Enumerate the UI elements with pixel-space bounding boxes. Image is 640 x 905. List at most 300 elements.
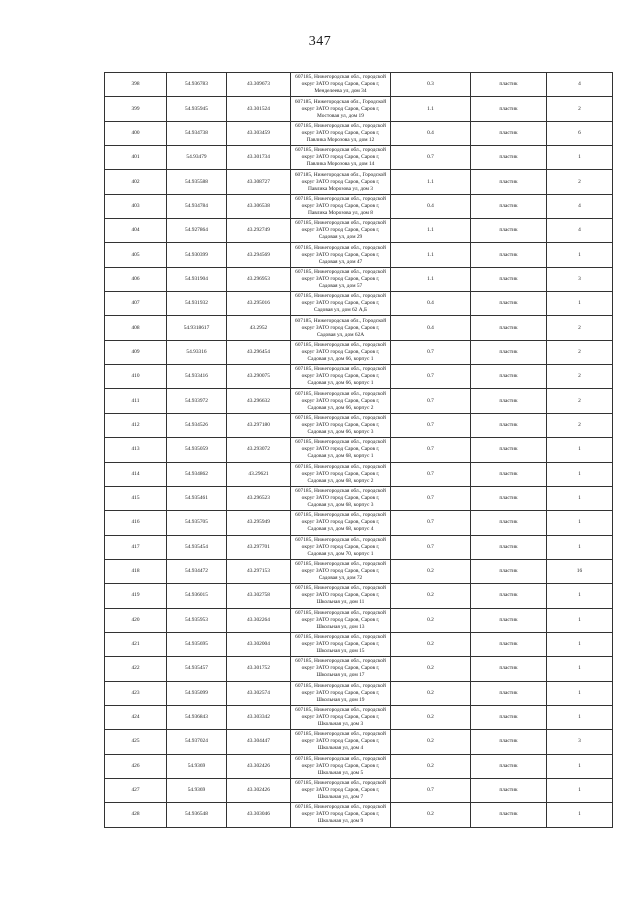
address-line: Школьная ул, дом 7 <box>317 794 364 801</box>
material-cell: пластик <box>471 146 547 170</box>
address-line: Садовая ул, дом 66, корпус 1 <box>307 355 374 362</box>
latitude-cell: 54.934784 <box>167 194 227 218</box>
address-cell <box>291 559 391 583</box>
address-line: округ ЗАТО город Саров, Саров г, <box>301 495 380 502</box>
row-number-cell: 403 <box>105 194 167 218</box>
address-line: округ ЗАТО город Саров, Саров г, <box>301 641 380 648</box>
container-count-cell: 3 <box>547 730 613 754</box>
latitude-cell: 54.935695 <box>167 632 227 656</box>
address-line: Садовая ул, дом 57 <box>318 282 363 289</box>
address-line: 607185, Нижегородская обл., городской <box>295 390 386 397</box>
address-cell <box>291 194 391 218</box>
address-cell <box>291 316 391 340</box>
address-cell <box>291 170 391 194</box>
area-cell: 0.7 <box>391 462 471 486</box>
latitude-cell: 54.9318617 <box>167 316 227 340</box>
container-count-cell: 2 <box>547 170 613 194</box>
address-line: 607185, Нижегородская обл., Городской <box>294 317 387 324</box>
area-cell: 0.2 <box>391 657 471 681</box>
latitude-cell: 54.934862 <box>167 462 227 486</box>
area-cell: 1.1 <box>391 219 471 243</box>
address-line: 607185, Нижегородская обл., Городской <box>294 98 387 105</box>
latitude-cell: 54.93316 <box>167 340 227 364</box>
table-row <box>105 292 613 316</box>
address-line: округ ЗАТО город Саров, Саров г, <box>301 519 380 526</box>
material-cell: пластик <box>471 340 547 364</box>
address-line: 607185, Нижегородская обл., городской <box>295 268 386 275</box>
row-number-cell: 421 <box>105 632 167 656</box>
address-cell <box>291 705 391 729</box>
address-cell <box>291 146 391 170</box>
container-count-cell: 2 <box>547 413 613 437</box>
latitude-cell: 54.935457 <box>167 657 227 681</box>
address-line: округ ЗАТО город Саров, Саров г, <box>301 202 380 209</box>
area-cell: 1.1 <box>391 170 471 194</box>
material-cell: пластик <box>471 730 547 754</box>
container-count-cell: 4 <box>547 73 613 97</box>
container-count-cell: 1 <box>547 438 613 462</box>
longitude-cell: 43.302426 <box>227 754 291 778</box>
address-cell <box>291 511 391 535</box>
address-line: Школьная ул, дом 4 <box>317 745 364 752</box>
area-cell: 0.2 <box>391 754 471 778</box>
longitude-cell: 43.296523 <box>227 486 291 510</box>
container-count-cell: 1 <box>547 803 613 827</box>
container-count-cell: 6 <box>547 121 613 145</box>
longitude-cell: 43.29621 <box>227 462 291 486</box>
container-count-cell: 1 <box>547 486 613 510</box>
material-cell: пластик <box>471 413 547 437</box>
address-line: 607185, Нижегородская обл., городской <box>295 755 386 762</box>
registry-table <box>104 72 613 828</box>
table-row <box>105 803 613 827</box>
latitude-cell: 54.927864 <box>167 219 227 243</box>
container-count-cell: 1 <box>547 535 613 559</box>
latitude-cell: 54.936015 <box>167 584 227 608</box>
address-line: Школьная ул, дом 5 <box>317 769 364 776</box>
address-line: округ ЗАТО город Саров, Саров г, <box>301 348 380 355</box>
longitude-cell: 43.296953 <box>227 267 291 291</box>
area-cell: 0.7 <box>391 389 471 413</box>
address-cell <box>291 462 391 486</box>
address-line: 607185, Нижегородская обл., городской <box>295 463 386 470</box>
row-number-cell: 424 <box>105 705 167 729</box>
row-number-cell: 423 <box>105 681 167 705</box>
address-line: округ ЗАТО город Саров, Саров г, <box>301 592 380 599</box>
address-cell <box>291 219 391 243</box>
table-row <box>105 730 613 754</box>
longitude-cell: 43.295949 <box>227 511 291 535</box>
address-line: 607185, Нижегородская обл., городской <box>295 244 386 251</box>
material-cell: пластик <box>471 681 547 705</box>
latitude-cell: 54.936548 <box>167 803 227 827</box>
latitude-cell: 54.9369 <box>167 754 227 778</box>
address-cell <box>291 778 391 802</box>
row-number-cell: 418 <box>105 559 167 583</box>
row-number-cell: 414 <box>105 462 167 486</box>
longitude-cell: 43.302426 <box>227 778 291 802</box>
address-line: округ ЗАТО город Саров, Саров г, <box>301 129 380 136</box>
area-cell: 1.1 <box>391 267 471 291</box>
address-line: округ ЗАТО город Саров, Саров г, <box>301 762 380 769</box>
area-cell: 0.4 <box>391 292 471 316</box>
row-number-cell: 413 <box>105 438 167 462</box>
area-cell: 0.7 <box>391 535 471 559</box>
address-line: 607185, Нижегородская обл., городской <box>295 707 386 714</box>
material-cell: пластик <box>471 316 547 340</box>
address-line: округ ЗАТО город Саров, Саров г, <box>301 470 380 477</box>
address-line: округ ЗАТО город Саров, Саров г, <box>301 105 380 112</box>
container-count-cell: 3 <box>547 267 613 291</box>
row-number-cell: 412 <box>105 413 167 437</box>
longitude-cell: 43.302004 <box>227 632 291 656</box>
address-cell <box>291 365 391 389</box>
material-cell: пластик <box>471 267 547 291</box>
area-cell: 0.2 <box>391 705 471 729</box>
address-line: Школьная ул, дом 17 <box>316 672 365 679</box>
material-cell: пластик <box>471 803 547 827</box>
latitude-cell: 54.9369 <box>167 778 227 802</box>
container-count-cell: 1 <box>547 584 613 608</box>
latitude-cell: 54.934472 <box>167 559 227 583</box>
container-count-cell: 4 <box>547 219 613 243</box>
container-count-cell: 1 <box>547 632 613 656</box>
area-cell: 1.1 <box>391 243 471 267</box>
address-line: округ ЗАТО город Саров, Саров г, <box>301 568 380 575</box>
table-row <box>105 657 613 681</box>
longitude-cell: 43.303046 <box>227 803 291 827</box>
address-line: 607185, Нижегородская обл., городской <box>295 561 386 568</box>
area-cell: 0.4 <box>391 316 471 340</box>
address-cell <box>291 730 391 754</box>
table-row <box>105 511 613 535</box>
address-line: округ ЗАТО город Саров, Саров г, <box>301 421 380 428</box>
material-cell: пластик <box>471 194 547 218</box>
address-cell <box>291 413 391 437</box>
address-cell <box>291 584 391 608</box>
row-number-cell: 405 <box>105 243 167 267</box>
address-line: 607185, Нижегородская обл., городской <box>295 609 386 616</box>
address-line: 607185, Нижегородская обл., городской <box>295 536 386 543</box>
row-number-cell: 406 <box>105 267 167 291</box>
row-number-cell: 417 <box>105 535 167 559</box>
address-cell <box>291 292 391 316</box>
container-count-cell: 16 <box>547 559 613 583</box>
address-line: Садовая ул, дом 68, корпус 1 <box>307 453 374 460</box>
container-count-cell: 1 <box>547 243 613 267</box>
row-number-cell: 425 <box>105 730 167 754</box>
address-line: округ ЗАТО город Саров, Саров г, <box>301 811 380 818</box>
address-line: округ ЗАТО город Саров, Саров г, <box>301 397 380 404</box>
material-cell: пластик <box>471 462 547 486</box>
longitude-cell: 43.306538 <box>227 194 291 218</box>
material-cell: пластик <box>471 219 547 243</box>
address-line: Садовая ул, дом 62А <box>316 331 365 338</box>
area-cell: 0.2 <box>391 584 471 608</box>
longitude-cell: 43.297180 <box>227 413 291 437</box>
material-cell: пластик <box>471 584 547 608</box>
address-line: 607185, Нижегородская обл., городской <box>295 74 386 81</box>
material-cell: пластик <box>471 778 547 802</box>
table-row <box>105 754 613 778</box>
address-line: 607185, Нижегородская обл., городской <box>295 488 386 495</box>
address-line: Садовая ул, дом 70, корпус 1 <box>307 550 374 557</box>
longitude-cell: 43.303459 <box>227 121 291 145</box>
table-row <box>105 219 613 243</box>
longitude-cell: 43.297153 <box>227 559 291 583</box>
address-line: 607185, Нижегородская обл., городской <box>295 585 386 592</box>
address-line: 607185, Нижегородская обл., городской <box>295 682 386 689</box>
address-line: 607185, Нижегородская обл., городской <box>295 780 386 787</box>
address-cell <box>291 535 391 559</box>
area-cell: 0.4 <box>391 121 471 145</box>
address-line: Школьная ул, дом 11 <box>316 599 365 606</box>
material-cell: пластик <box>471 73 547 97</box>
latitude-cell: 54.934738 <box>167 121 227 145</box>
material-cell: пластик <box>471 705 547 729</box>
latitude-cell: 54.934526 <box>167 413 227 437</box>
longitude-cell: 43.294569 <box>227 243 291 267</box>
address-line: Мостовая ул, дом 19 <box>317 112 364 119</box>
table-row <box>105 340 613 364</box>
area-cell: 0.7 <box>391 778 471 802</box>
table-row <box>105 243 613 267</box>
address-cell <box>291 73 391 97</box>
address-cell <box>291 121 391 145</box>
address-cell <box>291 340 391 364</box>
container-count-cell: 1 <box>547 292 613 316</box>
area-cell: 0.2 <box>391 632 471 656</box>
longitude-cell: 43.302758 <box>227 584 291 608</box>
address-cell <box>291 486 391 510</box>
container-count-cell: 1 <box>547 608 613 632</box>
longitude-cell: 43.302574 <box>227 681 291 705</box>
table-row <box>105 365 613 389</box>
address-line: Школьная ул, дом 15 <box>316 648 365 655</box>
address-line: Павлика Морозова ул, дом 8 <box>308 209 373 216</box>
longitude-cell: 43.297701 <box>227 535 291 559</box>
row-number-cell: 398 <box>105 73 167 97</box>
address-cell <box>291 681 391 705</box>
row-number-cell: 401 <box>105 146 167 170</box>
address-line: Павлика Морозова ул, дом 12 <box>306 136 375 143</box>
table-row <box>105 559 613 583</box>
material-cell: пластик <box>471 511 547 535</box>
address-line: округ ЗАТО город Саров, Саров г, <box>301 714 380 721</box>
table-row <box>105 438 613 462</box>
address-line: Садовая ул, дом 68, корпус 3 <box>307 502 374 509</box>
address-line: 607185, Нижегородская обл., городской <box>295 366 386 373</box>
table-row <box>105 194 613 218</box>
address-line: округ ЗАТО город Саров, Саров г, <box>301 543 380 550</box>
container-count-cell: 4 <box>547 194 613 218</box>
address-cell <box>291 632 391 656</box>
longitude-cell: 43.303342 <box>227 705 291 729</box>
address-line: 607185, Нижегородская обл., Городской <box>294 171 387 178</box>
material-cell: пластик <box>471 438 547 462</box>
row-number-cell: 422 <box>105 657 167 681</box>
address-cell <box>291 97 391 121</box>
longitude-cell: 43.296454 <box>227 340 291 364</box>
container-count-cell: 1 <box>547 462 613 486</box>
address-line: округ ЗАТО город Саров, Саров г, <box>301 300 380 307</box>
table-row <box>105 535 613 559</box>
row-number-cell: 402 <box>105 170 167 194</box>
address-line: 607185, Нижегородская обл., городской <box>295 512 386 519</box>
area-cell: 0.3 <box>391 73 471 97</box>
container-count-cell: 2 <box>547 97 613 121</box>
address-line: округ ЗАТО город Саров, Саров г, <box>301 689 380 696</box>
latitude-cell: 54.935059 <box>167 438 227 462</box>
container-count-cell: 2 <box>547 340 613 364</box>
table-row <box>105 316 613 340</box>
material-cell: пластик <box>471 535 547 559</box>
row-number-cell: 407 <box>105 292 167 316</box>
row-number-cell: 399 <box>105 97 167 121</box>
container-count-cell: 1 <box>547 511 613 535</box>
address-line: округ ЗАТО город Саров, Саров г, <box>301 178 380 185</box>
address-line: Школьная ул, дом 3 <box>317 721 364 728</box>
address-line: Садовая ул, дом 29 <box>318 234 363 241</box>
area-cell: 0.7 <box>391 146 471 170</box>
address-line: Школьная ул, дом 9 <box>317 818 364 825</box>
registry-table-body <box>105 73 613 828</box>
address-cell <box>291 657 391 681</box>
material-cell: пластик <box>471 486 547 510</box>
address-line: 607185, Нижегородская обл., городской <box>295 122 386 129</box>
table-row <box>105 413 613 437</box>
longitude-cell: 43.309673 <box>227 73 291 97</box>
container-count-cell: 1 <box>547 705 613 729</box>
material-cell: пластик <box>471 657 547 681</box>
table-row <box>105 73 613 97</box>
address-line: Садовая ул, дом 68, корпус 2 <box>307 477 374 484</box>
area-cell: 0.7 <box>391 413 471 437</box>
table-row <box>105 389 613 413</box>
address-line: округ ЗАТО город Саров, Саров г, <box>301 373 380 380</box>
area-cell: 0.2 <box>391 559 471 583</box>
latitude-cell: 54.935945 <box>167 97 227 121</box>
table-row <box>105 608 613 632</box>
longitude-cell: 43.301734 <box>227 146 291 170</box>
address-line: Садовая ул, дом 47 <box>318 258 363 265</box>
material-cell: пластик <box>471 559 547 583</box>
row-number-cell: 415 <box>105 486 167 510</box>
address-line: округ ЗАТО город Саров, Саров г, <box>301 446 380 453</box>
address-line: округ ЗАТО город Саров, Саров г, <box>301 275 380 282</box>
row-number-cell: 400 <box>105 121 167 145</box>
latitude-cell: 54.935461 <box>167 486 227 510</box>
address-line: 607185, Нижегородская обл., городской <box>295 341 386 348</box>
container-count-cell: 1 <box>547 778 613 802</box>
area-cell: 0.7 <box>391 438 471 462</box>
table-row <box>105 121 613 145</box>
latitude-cell: 54.935099 <box>167 681 227 705</box>
latitude-cell: 54.935953 <box>167 608 227 632</box>
address-line: 607185, Нижегородская обл., городской <box>295 220 386 227</box>
table-row <box>105 267 613 291</box>
material-cell: пластик <box>471 754 547 778</box>
table-row <box>105 681 613 705</box>
container-count-cell: 1 <box>547 146 613 170</box>
address-line: округ ЗАТО город Саров, Саров г, <box>301 154 380 161</box>
longitude-cell: 43.301752 <box>227 657 291 681</box>
row-number-cell: 428 <box>105 803 167 827</box>
address-line: Школьная ул, дом 13 <box>316 623 365 630</box>
address-cell <box>291 438 391 462</box>
address-cell <box>291 608 391 632</box>
container-count-cell: 2 <box>547 365 613 389</box>
address-line: Павлика Морозова ул, дом 3 <box>308 185 373 192</box>
row-number-cell: 408 <box>105 316 167 340</box>
material-cell: пластик <box>471 292 547 316</box>
area-cell: 1.1 <box>391 97 471 121</box>
address-line: 607185, Нижегородская обл., городской <box>295 731 386 738</box>
material-cell: пластик <box>471 608 547 632</box>
address-cell <box>291 754 391 778</box>
row-number-cell: 411 <box>105 389 167 413</box>
material-cell: пластик <box>471 243 547 267</box>
latitude-cell: 54.931932 <box>167 292 227 316</box>
address-cell <box>291 267 391 291</box>
area-cell: 0.2 <box>391 730 471 754</box>
address-line: округ ЗАТО город Саров, Саров г, <box>301 616 380 623</box>
longitude-cell: 43.2952 <box>227 316 291 340</box>
longitude-cell: 43.308727 <box>227 170 291 194</box>
area-cell: 0.2 <box>391 681 471 705</box>
row-number-cell: 416 <box>105 511 167 535</box>
latitude-cell: 54.93479 <box>167 146 227 170</box>
container-count-cell: 2 <box>547 389 613 413</box>
address-line: Садовая ул, дом 62 А,Б <box>313 307 368 314</box>
longitude-cell: 43.301524 <box>227 97 291 121</box>
address-line: 607185, Нижегородская обл., городской <box>295 414 386 421</box>
longitude-cell: 43.293072 <box>227 438 291 462</box>
longitude-cell: 43.304447 <box>227 730 291 754</box>
address-line: округ ЗАТО город Саров, Саров г, <box>301 738 380 745</box>
row-number-cell: 427 <box>105 778 167 802</box>
table-row <box>105 778 613 802</box>
area-cell: 0.7 <box>391 340 471 364</box>
address-line: Садовая ул, дом 68, корпус 4 <box>307 526 374 533</box>
address-line: Садовая ул, дом 72 <box>318 575 363 582</box>
address-line: Садовая ул, дом 66, корпус 2 <box>307 404 374 411</box>
longitude-cell: 43.296632 <box>227 389 291 413</box>
address-line: 607185, Нижегородская обл., городской <box>295 195 386 202</box>
address-cell <box>291 243 391 267</box>
address-line: Садовая ул, дом 66, корпус 1 <box>307 380 374 387</box>
container-count-cell: 1 <box>547 657 613 681</box>
latitude-cell: 54.935588 <box>167 170 227 194</box>
latitude-cell: 54.930399 <box>167 243 227 267</box>
address-line: Павлика Морозова ул, дом 14 <box>306 161 375 168</box>
address-cell <box>291 803 391 827</box>
address-line: Менделеева ул, дом 34 <box>314 88 367 95</box>
address-line: 607185, Нижегородская обл., городской <box>295 658 386 665</box>
address-line: 607185, Нижегородская обл., городской <box>295 147 386 154</box>
address-line: 607185, Нижегородская обл., городской <box>295 634 386 641</box>
address-line: округ ЗАТО город Саров, Саров г, <box>301 227 380 234</box>
address-line: Школьная ул, дом 19 <box>316 696 365 703</box>
address-line: округ ЗАТО город Саров, Саров г, <box>301 787 380 794</box>
longitude-cell: 43.290075 <box>227 365 291 389</box>
table-row <box>105 170 613 194</box>
area-cell: 0.7 <box>391 511 471 535</box>
latitude-cell: 54.933972 <box>167 389 227 413</box>
address-line: округ ЗАТО город Саров, Саров г, <box>301 81 380 88</box>
container-count-cell: 1 <box>547 754 613 778</box>
latitude-cell: 54.931904 <box>167 267 227 291</box>
